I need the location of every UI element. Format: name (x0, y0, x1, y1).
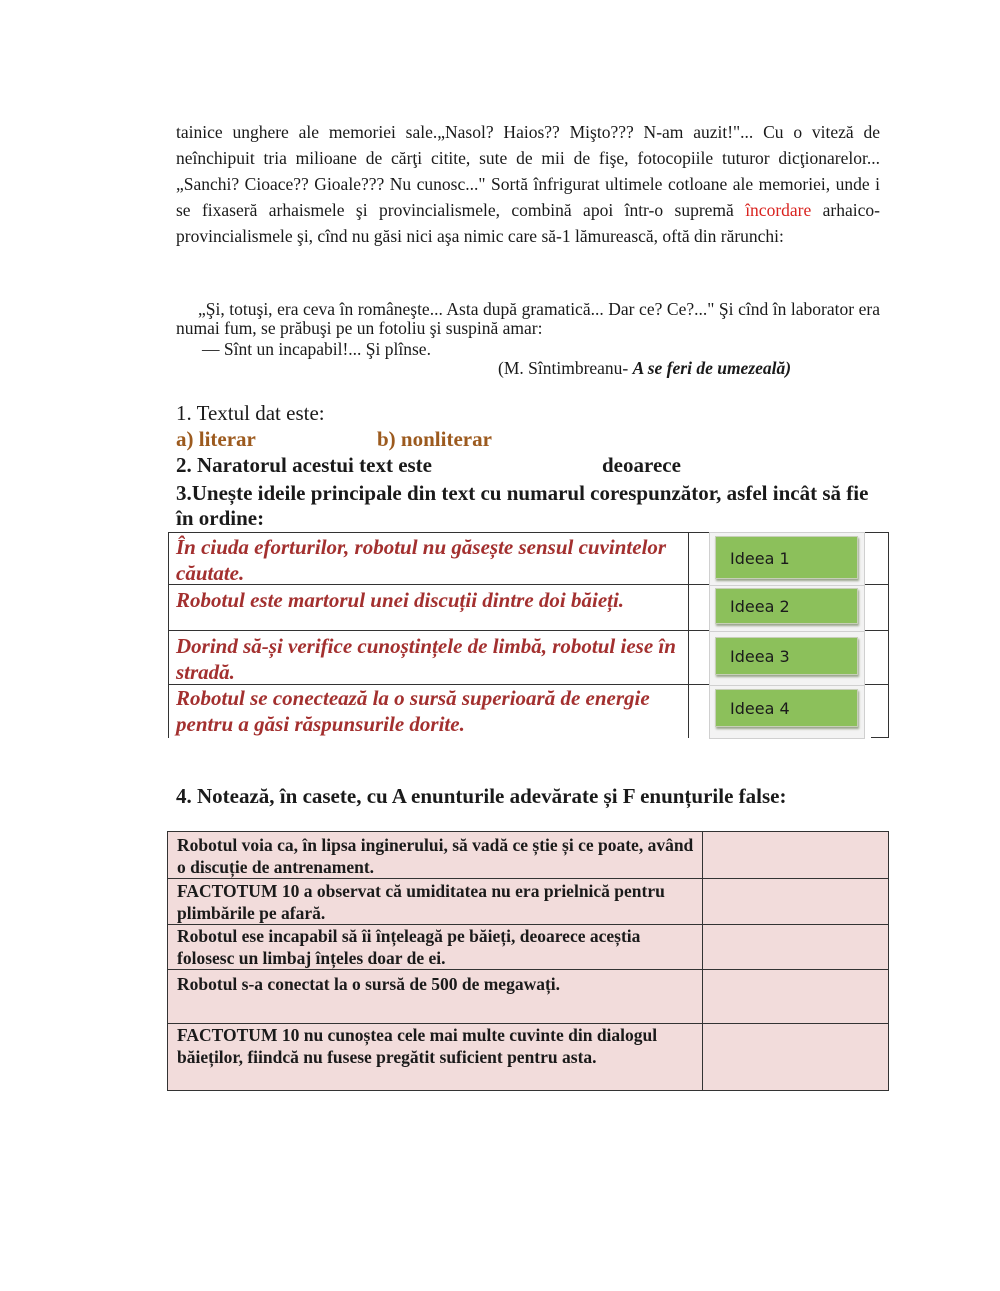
story-passage (176, 119, 880, 249)
option-nonliterar[interactable]: b) nonliterar (377, 427, 492, 451)
idea-statement-3: Dorind să-și verifice cunoștințele de limbă, robotul iese în stradă. (176, 634, 676, 684)
passage-text-part1: tainice unghere ale memoriei sale.„Nasol? Haios?? Mişto??? N-am auzit!"... Cu o viteză de neînchipuit tria milioane de cărţi citite, sute de mii de fişe, fotocopiile tuturor dicţionarelor... „Sanchi? Cioace?? Gioale??? Nu cunosc..." Sortă înfrigurat ultimele cotloane ale memoriei, unde i se fixaseră arhaismele şi provincialismele, combină apoi într-o supremă (176, 122, 880, 220)
answer-box-3[interactable] (704, 925, 886, 969)
idea-3-button[interactable]: Ideea 3 (715, 637, 858, 675)
table-bottom-edge (871, 737, 889, 738)
idea-4-button[interactable]: Ideea 4 (715, 689, 858, 727)
table-divider (702, 832, 703, 1090)
passage-paragraph (176, 119, 880, 249)
passage-dialog-2: — Sînt un incapabil!... Şi plînse. (202, 339, 431, 359)
table-border (888, 532, 889, 738)
statement-4: Robotul s-a conectat la o sursă de 500 de megawați. (177, 974, 561, 994)
question-3: 3.Unește ideile principale din text cu numarul corespunzător, asfel incât să fie în ordine: (176, 481, 869, 530)
statement-2: FACTOTUM 10 a observat că umiditatea nu era prielnică pentru plimbările pe afară. (177, 881, 665, 923)
passage-text-part2: arhaico-provincialismele şi, cînd nu găsi nici aşa nimic care să-1 lămurească, oftă din rărunchi: (176, 200, 880, 246)
question-2: 2. Naratorul acestui text este (176, 453, 432, 477)
idea-statement-4: Robotul se conectează la o sursă superioară de energie pentru a găsi răspunsurile dorite. (176, 686, 650, 736)
statement-3: Robotul ese incapabil să îi înțeleagă pe băieți, deoarece aceștia folosesc un limbaj înțeles doar de ei. (177, 926, 641, 968)
idea-statement-2: Robotul este martorul unei discuții dintre doi băieți. (176, 588, 625, 612)
table-border (168, 532, 169, 738)
source-title: A se feri de umezeală) (632, 358, 792, 378)
passage-dialog-1: „Şi, totuşi, era ceva în româneşte... Asta după gramatică... Dar ce? Ce?..." Şi cînd în laborator era numai fum, se prăbuşi pe un fotoliu şi suspină amar: (176, 299, 880, 338)
true-false-table (167, 831, 889, 1091)
statement-5: FACTOTUM 10 nu cunoștea cele mai multe cuvinte din dialogul băieților, fiindcă nu fusese pregătit suficient pentru asta. (177, 1025, 658, 1067)
answer-box-1[interactable] (704, 832, 886, 878)
question-2-because: deoarece (602, 453, 681, 477)
statement-1: Robotul voia ca, în lipsa inginerului, să vadă ce știe și ce poate, având o discuție de antrenament. (177, 835, 694, 877)
passage-source (498, 358, 791, 379)
question-4: 4. Notează, în casete, cu A enunturile adevărate și F enunțurile false: (176, 784, 787, 808)
table-divider (688, 532, 689, 738)
answer-box-2[interactable] (704, 879, 886, 924)
idea-1-button[interactable]: Ideea 1 (715, 536, 858, 579)
option-literar[interactable]: a) literar (176, 427, 256, 451)
idea-2-button[interactable]: Ideea 2 (715, 588, 858, 624)
source-author: (M. Sîntimbreanu- (498, 358, 633, 378)
ideas-matching-table (168, 532, 889, 738)
answer-box-4[interactable] (704, 970, 886, 1023)
highlighted-word: încordare (745, 200, 812, 220)
answer-box-5[interactable] (704, 1024, 886, 1090)
question-1: 1. Textul dat este: (176, 401, 325, 425)
idea-statement-1: În ciuda eforturilor, robotul nu găsește sensul cuvintelor căutate. (176, 535, 667, 585)
